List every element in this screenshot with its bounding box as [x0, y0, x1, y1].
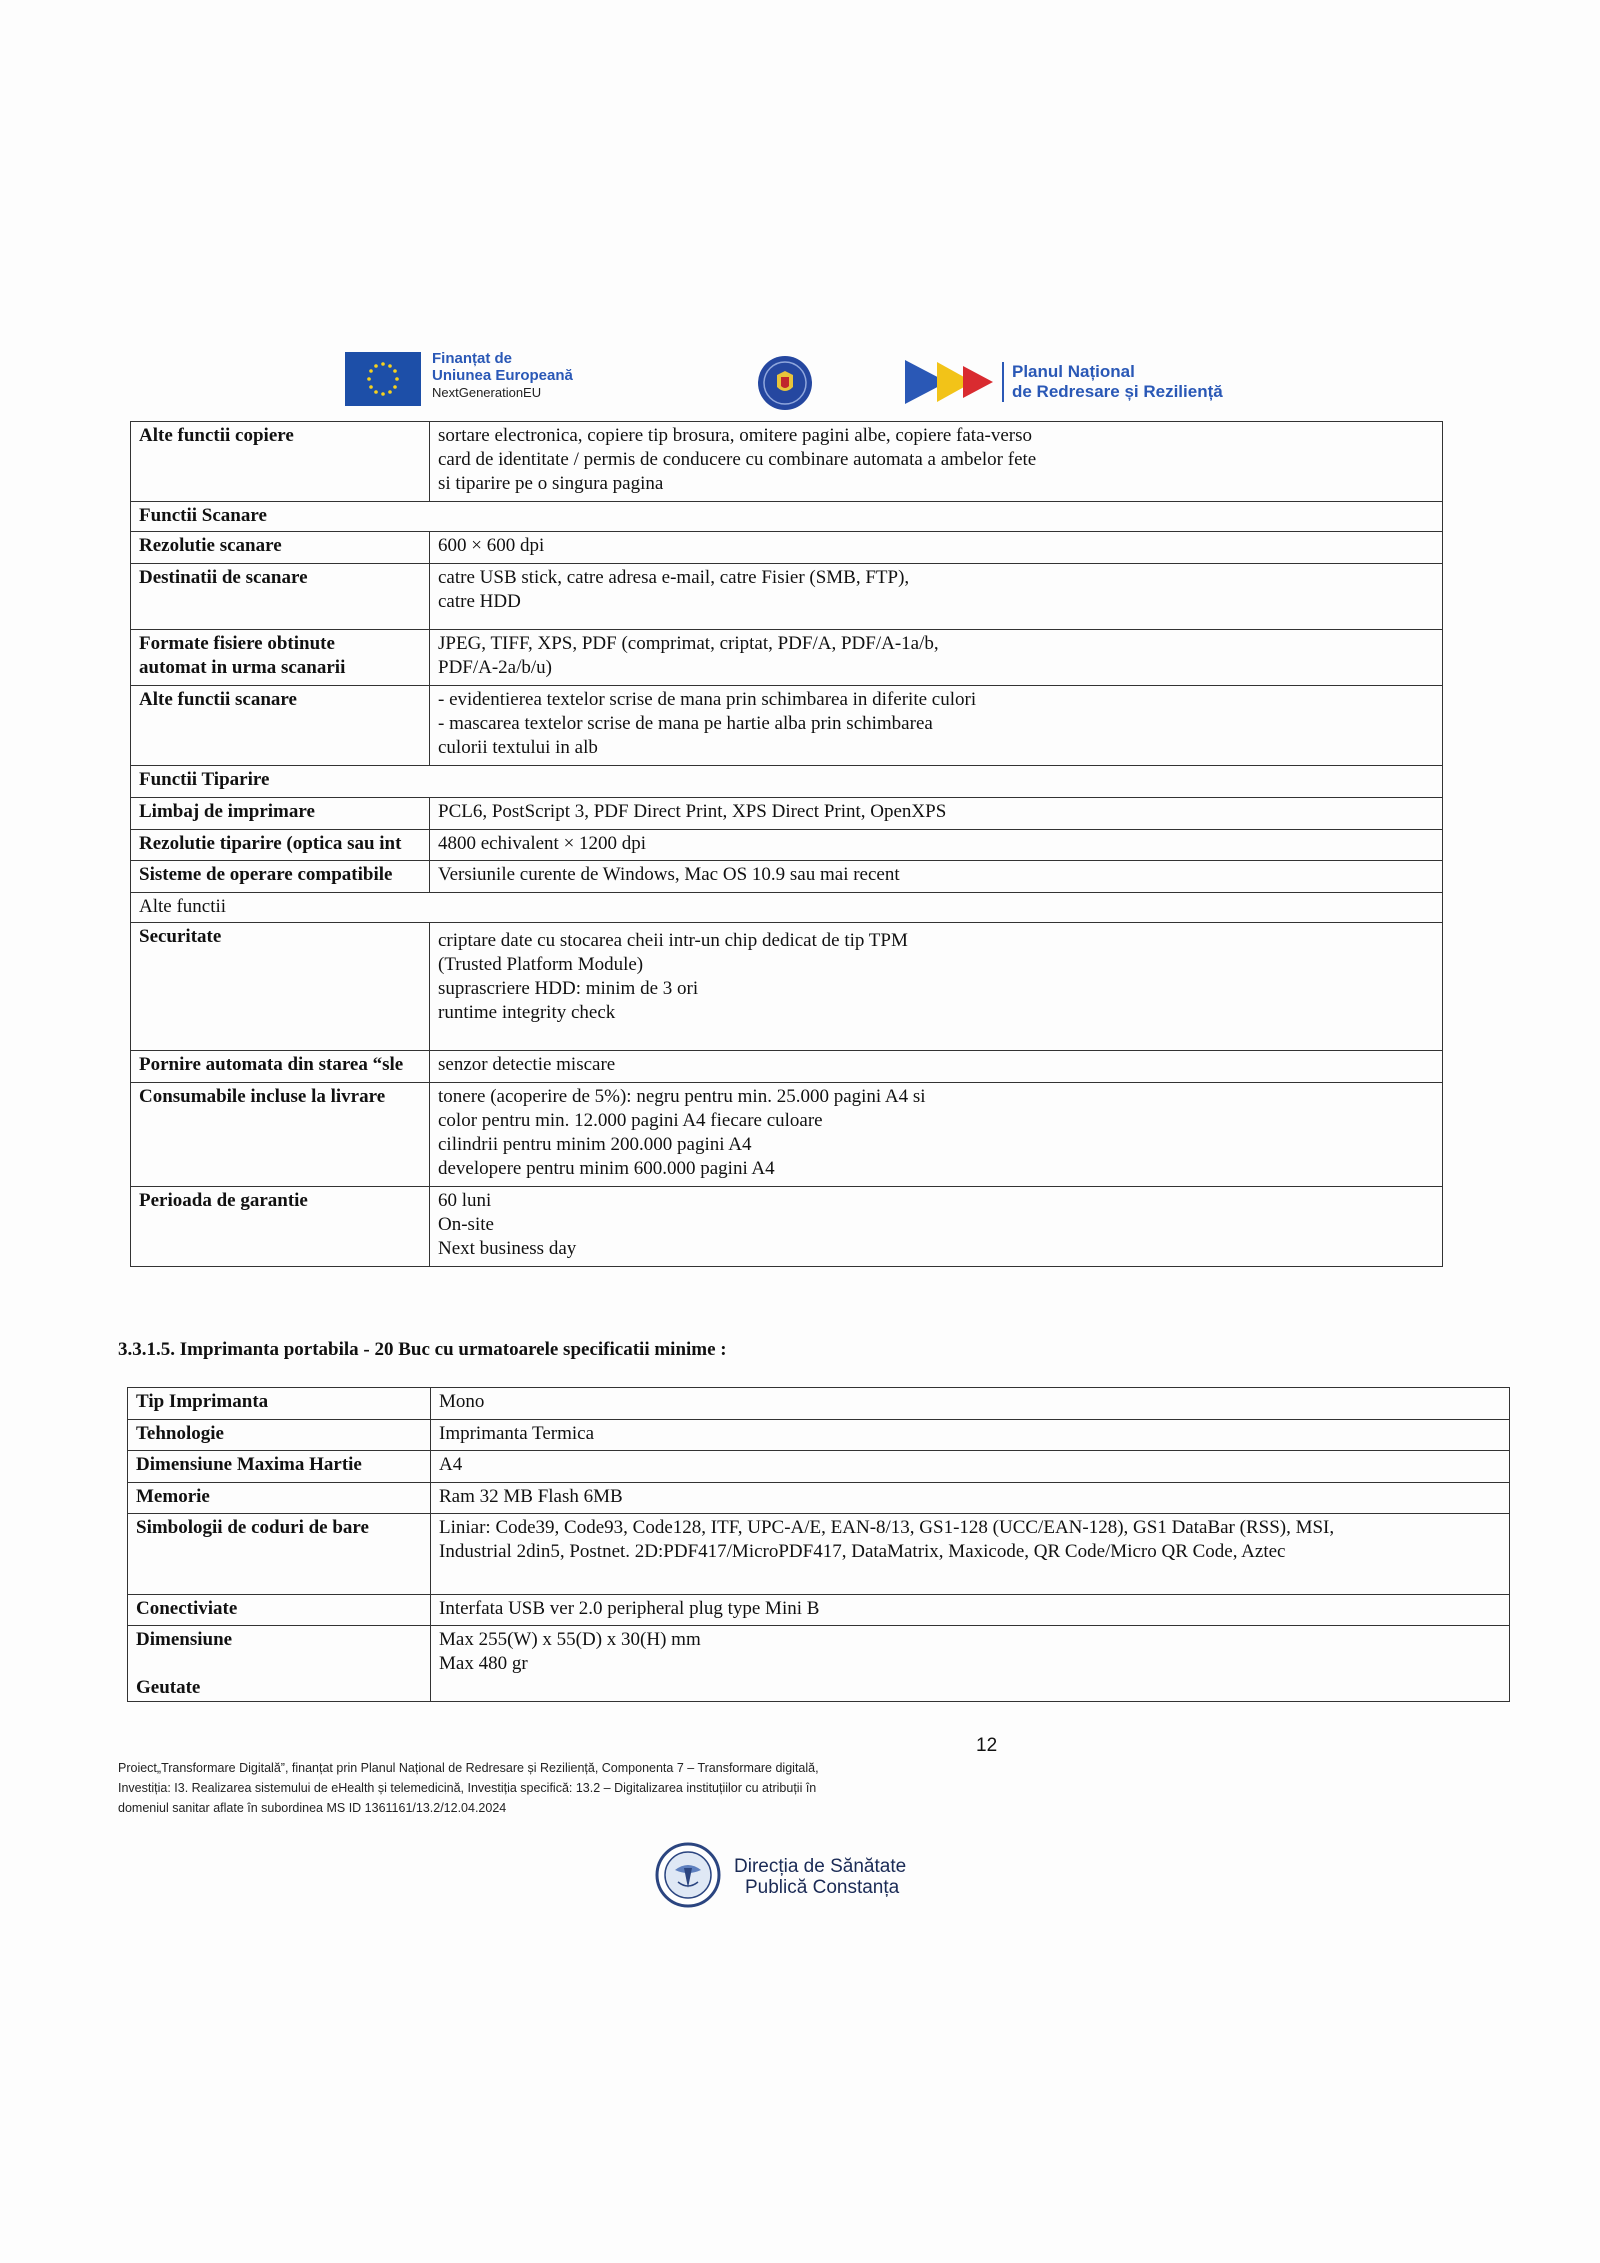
romania-government-emblem-icon — [757, 355, 813, 411]
spec-section-heading: Alte functii — [131, 893, 1443, 923]
table-row — [131, 1083, 1443, 1187]
spec-key: Destinatii de scanare — [131, 564, 430, 630]
dsp-constanta-label — [734, 1856, 906, 1898]
table-row — [131, 422, 1443, 502]
table-row — [131, 502, 1443, 532]
spec-value: PCL6, PostScript 3, PDF Direct Print, XPS Direct Print, OpenXPS — [430, 798, 1443, 830]
spec-value: catre USB stick, catre adresa e-mail, catre Fisier (SMB, FTP), catre HDD — [430, 564, 1443, 630]
spec-value: tonere (acoperire de 5%): negru pentru min. 25.000 pagini A4 si color pentru min. 12.000 pagini A4 fiecare culoare cilindrii pentru minim 200.000 pagini A4 developere pentru minim 600.000 pagini A4 — [430, 1083, 1443, 1187]
eu-flag-icon — [345, 352, 421, 406]
spec-table-portable-printer — [127, 1387, 1510, 1702]
spec-value: - evidentierea textelor scrise de mana prin schimbarea in diferite culori - mascarea textelor scrise de mana pe hartie alba prin schimbarea culorii textului in alb — [430, 686, 1443, 766]
table-row — [131, 686, 1443, 766]
spec-key: Rezolutie tiparire (optica sau int — [131, 830, 430, 861]
table-row — [131, 830, 1443, 861]
spec-section-heading: Functii Tiparire — [131, 766, 1443, 798]
spec-key: Dimensiune Geutate — [128, 1626, 431, 1702]
spec-value: senzor detectie miscare — [430, 1051, 1443, 1083]
spec-key: Pornire automata din starea “sle — [131, 1051, 430, 1083]
spec-key: Tip Imprimanta — [128, 1388, 431, 1420]
spec-key: Alte functii copiere — [131, 422, 430, 502]
table-row — [131, 923, 1443, 1051]
spec-value: Liniar: Code39, Code93, Code128, ITF, UPC-A/E, EAN-8/13, GS1-128 (UCC/EAN-128), GS1 DataBar (RSS), MSI, Industrial 2din5, Postnet. 2D:PDF417/MicroPDF417, DataMatrix, Maxicode, QR Code/Micro QR Code, Aztec — [431, 1514, 1510, 1595]
pnrr-line-1: Planul Național — [1012, 362, 1135, 381]
spec-value: 4800 echivalent × 1200 dpi — [430, 830, 1443, 861]
spec-key: Securitate — [131, 923, 430, 1051]
note-line-1: Proiect„Transformare Digitală”, finanțat prin Planul Național de Redresare și Reziliență, Componenta 7 – Transformare digitală, — [118, 1761, 819, 1775]
spec-key: Dimensiune Maxima Hartie — [128, 1451, 431, 1483]
spec-key: Simbologii de coduri de bare — [128, 1514, 431, 1595]
spec-value: 60 luni On-site Next business day — [430, 1187, 1443, 1267]
spec-value: Interfata USB ver 2.0 peripheral plug type Mini B — [431, 1595, 1510, 1626]
pnrr-line-2: de Redresare și Reziliență — [1012, 382, 1223, 401]
spec-value: sortare electronica, copiere tip brosura, omitere pagini albe, copiere fata-verso card de identitate / permis de conducere cu combinare automata a ambelor fete si tiparire pe o singura pagina — [430, 422, 1443, 502]
table-row — [128, 1626, 1510, 1702]
table-row — [128, 1595, 1510, 1626]
spec-value: Max 255(W) x 55(D) x 30(H) mm Max 480 gr — [431, 1626, 1510, 1702]
table-row — [131, 766, 1443, 798]
eu-line-2: Uniunea Europeană — [432, 367, 573, 384]
spec-key: Rezolutie scanare — [131, 532, 430, 564]
spec-value: criptare date cu stocarea cheii intr-un chip dedicat de tip TPM (Trusted Platform Module) suprascriere HDD: minim de 3 ori runtime integrity check — [430, 923, 1443, 1051]
dsp-constanta-seal-icon — [648, 1840, 736, 1910]
spec-key: Perioada de garantie — [131, 1187, 430, 1267]
spec-value: Mono — [431, 1388, 1510, 1420]
section-title: 3.3.1.5. Imprimanta portabila - 20 Buc cu urmatoarele specificatii minime : — [118, 1339, 727, 1360]
spec-section-heading: Functii Scanare — [131, 502, 1443, 532]
spec-key: Alte functii scanare — [131, 686, 430, 766]
table-row — [128, 1483, 1510, 1514]
table-row — [131, 798, 1443, 830]
eu-line-3: NextGenerationEU — [432, 385, 542, 400]
table-row — [131, 1187, 1443, 1267]
table-row — [131, 861, 1443, 893]
table-row — [131, 532, 1443, 564]
spec-value: Imprimanta Termica — [431, 1420, 1510, 1451]
note-line-3: domeniul sanitar aflate în subordinea MS ID 1361161/13.2/12.04.2024 — [118, 1801, 507, 1815]
spec-table-multifunction — [130, 421, 1443, 1267]
spec-key: Memorie — [128, 1483, 431, 1514]
spec-key: Formate fisiere obtinute automat in urma scanarii — [131, 630, 430, 686]
eu-funding-label — [432, 350, 573, 401]
table-row — [128, 1388, 1510, 1420]
spec-value: Versiunile curente de Windows, Mac OS 10.9 sau mai recent — [430, 861, 1443, 893]
pnrr-arrow-logo-icon — [905, 356, 1000, 408]
project-funding-note — [118, 1758, 998, 1818]
table-row — [128, 1514, 1510, 1595]
table-row — [131, 893, 1443, 923]
note-line-2: Investiția: I3. Realizarea sistemului de eHealth și telemedicină, Investiția specifică: 13.2 – Digitalizarea instituțiilor cu atribuții în — [118, 1781, 817, 1795]
pnrr-label — [1002, 362, 1223, 402]
spec-key: Limbaj de imprimare — [131, 798, 430, 830]
spec-key: Sisteme de operare compatibile — [131, 861, 430, 893]
dsp-line-2: Publică Constanța — [745, 1877, 900, 1898]
table-row — [128, 1420, 1510, 1451]
spec-value: Ram 32 MB Flash 6MB — [431, 1483, 1510, 1514]
table-row — [131, 630, 1443, 686]
spec-value: 600 × 600 dpi — [430, 532, 1443, 564]
table-row — [131, 564, 1443, 630]
table-row — [131, 1051, 1443, 1083]
dsp-line-1: Direcția de Sănătate — [734, 1856, 907, 1877]
spec-key: Consumabile incluse la livrare — [131, 1083, 430, 1187]
spec-value: JPEG, TIFF, XPS, PDF (comprimat, criptat, PDF/A, PDF/A-1a/b, PDF/A-2a/b/u) — [430, 630, 1443, 686]
eu-line-1: Finanțat de — [432, 350, 513, 367]
spec-key: Tehnologie — [128, 1420, 431, 1451]
spec-key: Conectiviate — [128, 1595, 431, 1626]
spec-value: A4 — [431, 1451, 1510, 1483]
page-number: 12 — [976, 1735, 998, 1756]
table-row — [128, 1451, 1510, 1483]
